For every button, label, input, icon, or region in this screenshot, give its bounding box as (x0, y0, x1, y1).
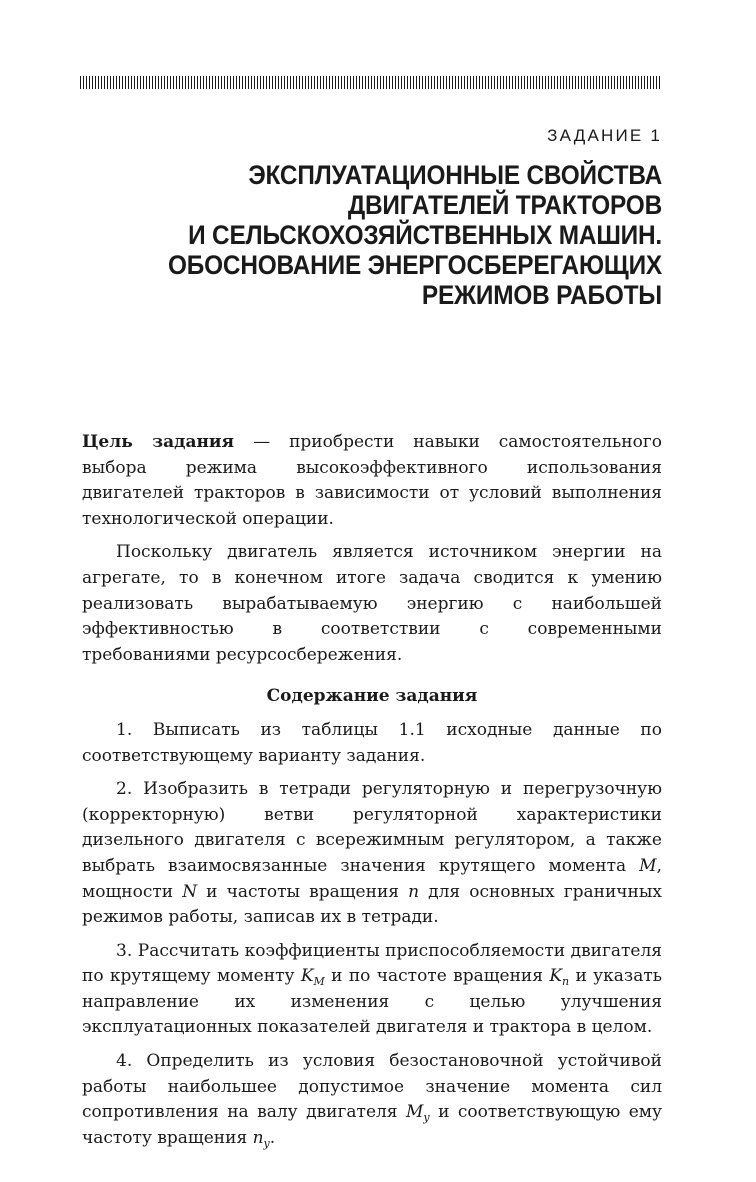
title-line: ДВИГАТЕЛЕЙ ТРАКТОРОВ (347, 190, 662, 220)
title-line: И СЕЛЬСКОХОЗЯЙСТВЕННЫХ МАШИН. (188, 220, 662, 250)
task-item-2: 2. Изобразить в тетради регуляторную и перегрузочную (корректорную) ветви регуляторной характеристики дизельного двигателя с всережимным регулятором, а также выбрать взаимосвязанные значения крутящего момента M, мощности N и частоты вращения n для основных граничных режимов работы, записав их в тетради. (82, 779, 662, 928)
symbol-M: M (406, 1102, 424, 1123)
task-item-3: 3. Рассчитать коэффициенты приспособляемости двигателя по крутящему моменту $K_M$ и по частоте вращения $K_n$ и указать направление их изменения с целью улучшения эксплуатационных показателей двигателя и трактора в целом. (82, 940, 662, 1038)
goal-text: — приобрести навыки самостоятельного выбора режима высокоэффективного использования двигателей тракторов в зависимости от условий выполнения технологической операции. (82, 432, 662, 529)
goal-term: Цель задания (82, 432, 235, 452)
goal-paragraph (82, 430, 662, 532)
subscript-M: M (313, 975, 325, 989)
subscript-y: y (263, 1136, 270, 1150)
intro-paragraph: Поскольку двигатель является источником энергии на агрегате, то в конечном итоге задача сводится к умению реализовать вырабатываемую энергию с наибольшей эффективностью в соответствии с современными требованиями ресурсосбережения. (82, 542, 662, 665)
subscript-y: y (423, 1111, 430, 1125)
symbol-N: N (182, 881, 198, 902)
task-item-4: 4. Определить из условия безостановочной устойчивой работы наибольшее допустимое значение момента сил сопротивления на валу двигателя $M_y$ и соответствующую ему частоту вращения $n_y$. (82, 1051, 662, 1150)
title-line: ОБОСНОВАНИЕ ЭНЕРГОСБЕРЕГАЮЩИХ (168, 250, 662, 280)
title-line: РЕЖИМОВ РАБОТЫ (421, 280, 662, 310)
symbol-K: K (549, 966, 563, 987)
section-heading: Содержание задания (266, 686, 478, 707)
symbol-n: n (252, 1127, 264, 1148)
title-line: ЭКСПЛУАТАЦИОННЫЕ СВОЙСТВА (248, 160, 662, 190)
header-rule (80, 76, 662, 89)
chapter-title (147, 160, 662, 310)
symbol-M: M (639, 855, 657, 876)
body-text (82, 430, 662, 1151)
assignment-label: ЗАДАНИЕ 1 (547, 126, 662, 145)
subscript-n: n (562, 975, 570, 989)
task-item-1: 1. Выписать из таблицы 1.1 исходные данные по соответствующему варианту задания. (82, 719, 662, 766)
symbol-K: K (300, 966, 314, 987)
symbol-n: n (408, 881, 420, 902)
